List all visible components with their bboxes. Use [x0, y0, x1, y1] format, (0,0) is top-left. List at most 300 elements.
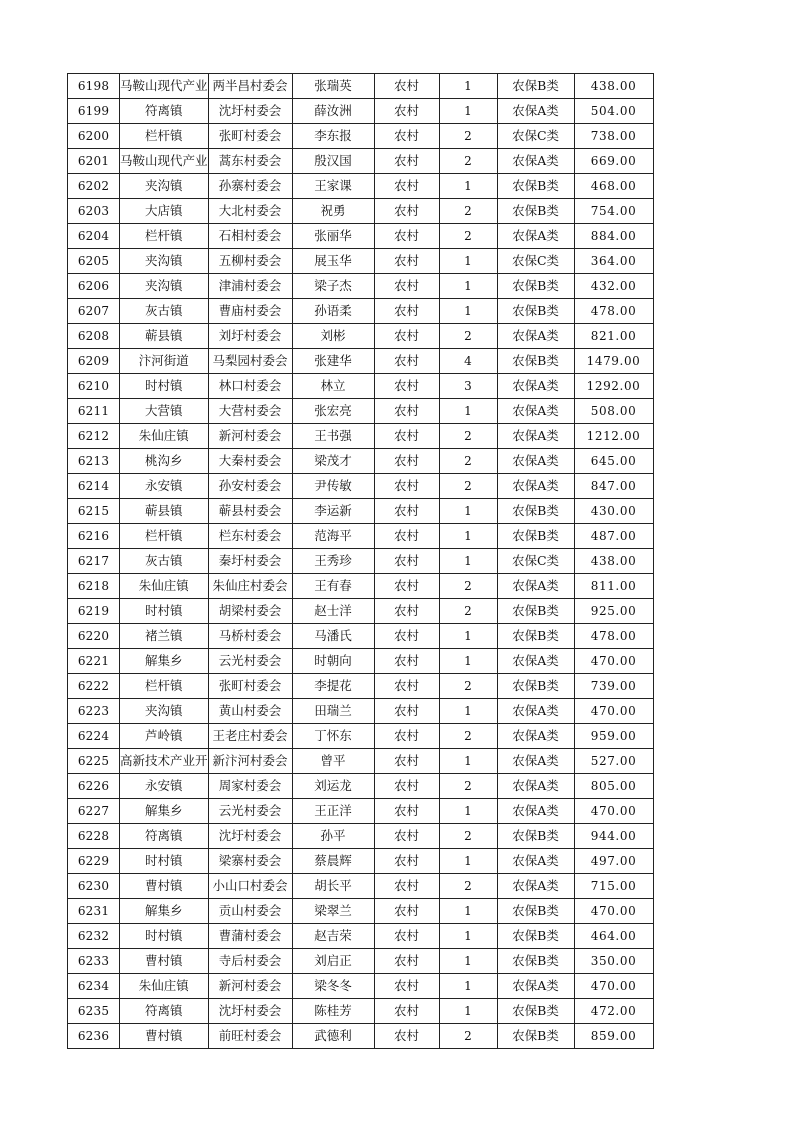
amount-cell: 944.00: [574, 824, 653, 849]
village-committee-cell: 石相村委会: [208, 224, 292, 249]
row-number: 6233: [68, 949, 120, 974]
household-count-cell: 1: [439, 974, 497, 999]
area-type-cell: 农村: [374, 1024, 439, 1049]
row-number: 6215: [68, 499, 120, 524]
row-number: 6219: [68, 599, 120, 624]
area-type-cell: 农村: [374, 499, 439, 524]
table-row: [68, 774, 654, 799]
insurance-class-cell: 农保A类: [497, 224, 574, 249]
village-committee-cell: 马梨园村委会: [208, 349, 292, 374]
insurance-class-cell: 农保B类: [497, 924, 574, 949]
area-type-cell: 农村: [374, 899, 439, 924]
table-row: [68, 874, 654, 899]
area-type-cell: 农村: [374, 449, 439, 474]
area-type-cell: 农村: [374, 674, 439, 699]
village-committee-cell: 新汴河村委会: [208, 749, 292, 774]
insurance-class-cell: 农保B类: [497, 74, 574, 99]
town-cell: 解集乡: [120, 649, 209, 674]
table-row: [68, 474, 654, 499]
town-cell: 夹沟镇: [120, 249, 209, 274]
name-cell: 曾平: [292, 749, 374, 774]
table-row: [68, 349, 654, 374]
insurance-class-cell: 农保A类: [497, 849, 574, 874]
amount-cell: 464.00: [574, 924, 653, 949]
name-cell: 尹传敏: [292, 474, 374, 499]
row-number: 6221: [68, 649, 120, 674]
town-cell: 永安镇: [120, 774, 209, 799]
household-count-cell: 1: [439, 949, 497, 974]
amount-cell: 438.00: [574, 74, 653, 99]
town-cell: 灰古镇: [120, 299, 209, 324]
row-number: 6236: [68, 1024, 120, 1049]
village-committee-cell: 王老庄村委会: [208, 724, 292, 749]
name-cell: 殷汉国: [292, 149, 374, 174]
row-number: 6235: [68, 999, 120, 1024]
household-count-cell: 1: [439, 924, 497, 949]
amount-cell: 470.00: [574, 799, 653, 824]
area-type-cell: 农村: [374, 599, 439, 624]
insurance-class-cell: 农保A类: [497, 699, 574, 724]
insurance-class-cell: 农保A类: [497, 724, 574, 749]
row-number: 6220: [68, 624, 120, 649]
amount-cell: 430.00: [574, 499, 653, 524]
village-committee-cell: 黄山村委会: [208, 699, 292, 724]
table-row: [68, 149, 654, 174]
village-committee-cell: 沈圩村委会: [208, 99, 292, 124]
area-type-cell: 农村: [374, 749, 439, 774]
table-row: [68, 674, 654, 699]
amount-cell: 738.00: [574, 124, 653, 149]
amount-cell: 669.00: [574, 149, 653, 174]
town-cell: 夹沟镇: [120, 274, 209, 299]
town-cell: 蕲县镇: [120, 324, 209, 349]
village-committee-cell: 大秦村委会: [208, 449, 292, 474]
area-type-cell: 农村: [374, 399, 439, 424]
name-cell: 王有春: [292, 574, 374, 599]
name-cell: 蔡晨辉: [292, 849, 374, 874]
name-cell: 刘启正: [292, 949, 374, 974]
row-number: 6225: [68, 749, 120, 774]
table-row: [68, 299, 654, 324]
area-type-cell: 农村: [374, 649, 439, 674]
village-committee-cell: 津浦村委会: [208, 274, 292, 299]
insurance-class-cell: 农保B类: [497, 824, 574, 849]
insurance-class-cell: 农保A类: [497, 799, 574, 824]
area-type-cell: 农村: [374, 849, 439, 874]
household-count-cell: 1: [439, 624, 497, 649]
amount-cell: 508.00: [574, 399, 653, 424]
table-row: [68, 974, 654, 999]
insurance-class-cell: 农保C类: [497, 124, 574, 149]
row-number: 6217: [68, 549, 120, 574]
insurance-class-cell: 农保A类: [497, 874, 574, 899]
town-cell: 曹村镇: [120, 874, 209, 899]
amount-cell: 645.00: [574, 449, 653, 474]
town-cell: 栏杆镇: [120, 524, 209, 549]
name-cell: 王正洋: [292, 799, 374, 824]
name-cell: 丁怀东: [292, 724, 374, 749]
town-cell: 时村镇: [120, 924, 209, 949]
table-row: [68, 249, 654, 274]
amount-cell: 821.00: [574, 324, 653, 349]
table-row: [68, 549, 654, 574]
area-type-cell: 农村: [374, 699, 439, 724]
village-committee-cell: 马桥村委会: [208, 624, 292, 649]
area-type-cell: 农村: [374, 124, 439, 149]
area-type-cell: 农村: [374, 874, 439, 899]
name-cell: 田瑞兰: [292, 699, 374, 724]
name-cell: 武德利: [292, 1024, 374, 1049]
amount-cell: 959.00: [574, 724, 653, 749]
insurance-class-cell: 农保A类: [497, 649, 574, 674]
insurance-class-cell: 农保A类: [497, 99, 574, 124]
household-count-cell: 4: [439, 349, 497, 374]
insurance-class-cell: 农保B类: [497, 299, 574, 324]
village-committee-cell: 前旺村委会: [208, 1024, 292, 1049]
village-committee-cell: 蒿东村委会: [208, 149, 292, 174]
village-committee-cell: 曹蒲村委会: [208, 924, 292, 949]
table-row: [68, 449, 654, 474]
insurance-class-cell: 农保A类: [497, 374, 574, 399]
amount-cell: 470.00: [574, 649, 653, 674]
village-committee-cell: 张町村委会: [208, 674, 292, 699]
household-count-cell: 1: [439, 249, 497, 274]
village-committee-cell: 秦圩村委会: [208, 549, 292, 574]
town-cell: 汴河街道: [120, 349, 209, 374]
row-number: 6213: [68, 449, 120, 474]
village-committee-cell: 蕲县村委会: [208, 499, 292, 524]
village-committee-cell: 胡梁村委会: [208, 599, 292, 624]
village-committee-cell: 新河村委会: [208, 424, 292, 449]
name-cell: 张宏亮: [292, 399, 374, 424]
name-cell: 梁冬冬: [292, 974, 374, 999]
amount-cell: 470.00: [574, 899, 653, 924]
insurance-class-cell: 农保B类: [497, 999, 574, 1024]
area-type-cell: 农村: [374, 274, 439, 299]
town-cell: 永安镇: [120, 474, 209, 499]
row-number: 6218: [68, 574, 120, 599]
amount-cell: 739.00: [574, 674, 653, 699]
insurance-class-cell: 农保B类: [497, 949, 574, 974]
insurance-class-cell: 农保A类: [497, 574, 574, 599]
name-cell: 梁翠兰: [292, 899, 374, 924]
area-type-cell: 农村: [374, 574, 439, 599]
name-cell: 刘彬: [292, 324, 374, 349]
row-number: 6199: [68, 99, 120, 124]
household-count-cell: 1: [439, 849, 497, 874]
table-row: [68, 224, 654, 249]
area-type-cell: 农村: [374, 474, 439, 499]
table-row: [68, 374, 654, 399]
village-committee-cell: 大营村委会: [208, 399, 292, 424]
household-count-cell: 1: [439, 999, 497, 1024]
amount-cell: 527.00: [574, 749, 653, 774]
name-cell: 薛汝洲: [292, 99, 374, 124]
village-committee-cell: 五柳村委会: [208, 249, 292, 274]
table-row: [68, 999, 654, 1024]
town-cell: 大店镇: [120, 199, 209, 224]
row-number: 6206: [68, 274, 120, 299]
town-cell: 马鞍山现代产业: [120, 149, 209, 174]
table-row: [68, 699, 654, 724]
name-cell: 祝勇: [292, 199, 374, 224]
row-number: 6198: [68, 74, 120, 99]
row-number: 6200: [68, 124, 120, 149]
town-cell: 朱仙庄镇: [120, 574, 209, 599]
amount-cell: 1479.00: [574, 349, 653, 374]
household-count-cell: 1: [439, 649, 497, 674]
name-cell: 李提花: [292, 674, 374, 699]
household-count-cell: 2: [439, 449, 497, 474]
row-number: 6216: [68, 524, 120, 549]
insurance-class-cell: 农保B类: [497, 199, 574, 224]
area-type-cell: 农村: [374, 549, 439, 574]
town-cell: 马鞍山现代产业: [120, 74, 209, 99]
amount-cell: 487.00: [574, 524, 653, 549]
name-cell: 展玉华: [292, 249, 374, 274]
village-committee-cell: 沈圩村委会: [208, 999, 292, 1024]
town-cell: 高新技术产业开: [120, 749, 209, 774]
village-committee-cell: 周家村委会: [208, 774, 292, 799]
row-number: 6226: [68, 774, 120, 799]
town-cell: 时村镇: [120, 849, 209, 874]
insurance-class-cell: 农保A类: [497, 774, 574, 799]
area-type-cell: 农村: [374, 99, 439, 124]
table-row: [68, 749, 654, 774]
town-cell: 符离镇: [120, 824, 209, 849]
row-number: 6231: [68, 899, 120, 924]
village-committee-cell: 寺后村委会: [208, 949, 292, 974]
table-row: [68, 849, 654, 874]
area-type-cell: 农村: [374, 949, 439, 974]
row-number: 6211: [68, 399, 120, 424]
town-cell: 解集乡: [120, 899, 209, 924]
table-row: [68, 924, 654, 949]
row-number: 6228: [68, 824, 120, 849]
household-count-cell: 1: [439, 399, 497, 424]
table-row: [68, 424, 654, 449]
household-count-cell: 1: [439, 699, 497, 724]
row-number: 6224: [68, 724, 120, 749]
table-row: [68, 649, 654, 674]
town-cell: 栏杆镇: [120, 674, 209, 699]
table-row: [68, 174, 654, 199]
insurance-class-cell: 农保B类: [497, 599, 574, 624]
table-row: [68, 524, 654, 549]
amount-cell: 754.00: [574, 199, 653, 224]
insurance-class-cell: 农保B类: [497, 1024, 574, 1049]
amount-cell: 859.00: [574, 1024, 653, 1049]
name-cell: 马潘氏: [292, 624, 374, 649]
row-number: 6230: [68, 874, 120, 899]
table-row: [68, 74, 654, 99]
area-type-cell: 农村: [374, 324, 439, 349]
table-row: [68, 574, 654, 599]
amount-cell: 472.00: [574, 999, 653, 1024]
town-cell: 夹沟镇: [120, 174, 209, 199]
household-count-cell: 1: [439, 524, 497, 549]
table-row: [68, 499, 654, 524]
household-count-cell: 1: [439, 749, 497, 774]
town-cell: 时村镇: [120, 374, 209, 399]
household-count-cell: 1: [439, 274, 497, 299]
area-type-cell: 农村: [374, 624, 439, 649]
table-row: [68, 949, 654, 974]
village-committee-cell: 云光村委会: [208, 799, 292, 824]
name-cell: 林立: [292, 374, 374, 399]
household-count-cell: 2: [439, 149, 497, 174]
insurance-class-cell: 农保A类: [497, 749, 574, 774]
household-count-cell: 2: [439, 574, 497, 599]
table-row: [68, 599, 654, 624]
name-cell: 李东报: [292, 124, 374, 149]
insurance-class-cell: 农保A类: [497, 399, 574, 424]
amount-cell: 497.00: [574, 849, 653, 874]
row-number: 6214: [68, 474, 120, 499]
row-number: 6205: [68, 249, 120, 274]
area-type-cell: 农村: [374, 824, 439, 849]
town-cell: 褚兰镇: [120, 624, 209, 649]
town-cell: 时村镇: [120, 599, 209, 624]
amount-cell: 504.00: [574, 99, 653, 124]
area-type-cell: 农村: [374, 424, 439, 449]
amount-cell: 364.00: [574, 249, 653, 274]
area-type-cell: 农村: [374, 799, 439, 824]
household-count-cell: 1: [439, 499, 497, 524]
town-cell: 符离镇: [120, 999, 209, 1024]
name-cell: 时朝向: [292, 649, 374, 674]
name-cell: 王秀珍: [292, 549, 374, 574]
name-cell: 陈桂芳: [292, 999, 374, 1024]
village-committee-cell: 沈圩村委会: [208, 824, 292, 849]
insurance-class-cell: 农保A类: [497, 424, 574, 449]
insurance-class-cell: 农保B类: [497, 624, 574, 649]
insurance-class-cell: 农保C类: [497, 549, 574, 574]
name-cell: 张丽华: [292, 224, 374, 249]
household-count-cell: 2: [439, 124, 497, 149]
row-number: 6223: [68, 699, 120, 724]
household-count-cell: 3: [439, 374, 497, 399]
name-cell: 梁茂才: [292, 449, 374, 474]
name-cell: 李运新: [292, 499, 374, 524]
area-type-cell: 农村: [374, 74, 439, 99]
household-count-cell: 2: [439, 224, 497, 249]
insurance-class-cell: 农保B类: [497, 349, 574, 374]
town-cell: 曹村镇: [120, 1024, 209, 1049]
row-number: 6209: [68, 349, 120, 374]
town-cell: 栏杆镇: [120, 124, 209, 149]
insurance-class-cell: 农保A类: [497, 149, 574, 174]
insurance-class-cell: 农保A类: [497, 324, 574, 349]
table-row: [68, 399, 654, 424]
insurance-class-cell: 农保B类: [497, 499, 574, 524]
village-committee-cell: 孙寨村委会: [208, 174, 292, 199]
area-type-cell: 农村: [374, 199, 439, 224]
village-committee-cell: 张町村委会: [208, 124, 292, 149]
amount-cell: 438.00: [574, 549, 653, 574]
amount-cell: 478.00: [574, 624, 653, 649]
area-type-cell: 农村: [374, 999, 439, 1024]
town-cell: 桃沟乡: [120, 449, 209, 474]
row-number: 6207: [68, 299, 120, 324]
amount-cell: 925.00: [574, 599, 653, 624]
town-cell: 朱仙庄镇: [120, 974, 209, 999]
row-number: 6203: [68, 199, 120, 224]
amount-cell: 350.00: [574, 949, 653, 974]
name-cell: 赵吉荣: [292, 924, 374, 949]
household-count-cell: 1: [439, 99, 497, 124]
amount-cell: 811.00: [574, 574, 653, 599]
household-count-cell: 2: [439, 1024, 497, 1049]
town-cell: 芦岭镇: [120, 724, 209, 749]
records-table-body: [68, 74, 654, 1049]
household-count-cell: 2: [439, 324, 497, 349]
village-committee-cell: 新河村委会: [208, 974, 292, 999]
area-type-cell: 农村: [374, 174, 439, 199]
name-cell: 范海平: [292, 524, 374, 549]
table-row: [68, 274, 654, 299]
town-cell: 夹沟镇: [120, 699, 209, 724]
town-cell: 栏杆镇: [120, 224, 209, 249]
village-committee-cell: 梁寨村委会: [208, 849, 292, 874]
town-cell: 符离镇: [120, 99, 209, 124]
amount-cell: 884.00: [574, 224, 653, 249]
amount-cell: 715.00: [574, 874, 653, 899]
row-number: 6229: [68, 849, 120, 874]
village-committee-cell: 栏东村委会: [208, 524, 292, 549]
insurance-class-cell: 农保A类: [497, 474, 574, 499]
name-cell: 梁子杰: [292, 274, 374, 299]
area-type-cell: 农村: [374, 974, 439, 999]
town-cell: 曹村镇: [120, 949, 209, 974]
name-cell: 胡长平: [292, 874, 374, 899]
area-type-cell: 农村: [374, 299, 439, 324]
table-row: [68, 899, 654, 924]
name-cell: 王家课: [292, 174, 374, 199]
amount-cell: 470.00: [574, 699, 653, 724]
insurance-class-cell: 农保A类: [497, 974, 574, 999]
household-count-cell: 1: [439, 549, 497, 574]
table-row: [68, 799, 654, 824]
row-number: 6204: [68, 224, 120, 249]
name-cell: 刘运龙: [292, 774, 374, 799]
household-count-cell: 2: [439, 424, 497, 449]
name-cell: 孙语柔: [292, 299, 374, 324]
amount-cell: 432.00: [574, 274, 653, 299]
name-cell: 张瑞英: [292, 74, 374, 99]
household-count-cell: 2: [439, 474, 497, 499]
table-row: [68, 824, 654, 849]
area-type-cell: 农村: [374, 924, 439, 949]
village-committee-cell: 云光村委会: [208, 649, 292, 674]
row-number: 6222: [68, 674, 120, 699]
row-number: 6234: [68, 974, 120, 999]
area-type-cell: 农村: [374, 349, 439, 374]
table-row: [68, 199, 654, 224]
amount-cell: 847.00: [574, 474, 653, 499]
town-cell: 解集乡: [120, 799, 209, 824]
table-row: [68, 124, 654, 149]
household-count-cell: 1: [439, 899, 497, 924]
household-count-cell: 2: [439, 599, 497, 624]
table-row: [68, 724, 654, 749]
area-type-cell: 农村: [374, 374, 439, 399]
table-row: [68, 324, 654, 349]
amount-cell: 1292.00: [574, 374, 653, 399]
row-number: 6232: [68, 924, 120, 949]
area-type-cell: 农村: [374, 249, 439, 274]
insurance-class-cell: 农保B类: [497, 524, 574, 549]
